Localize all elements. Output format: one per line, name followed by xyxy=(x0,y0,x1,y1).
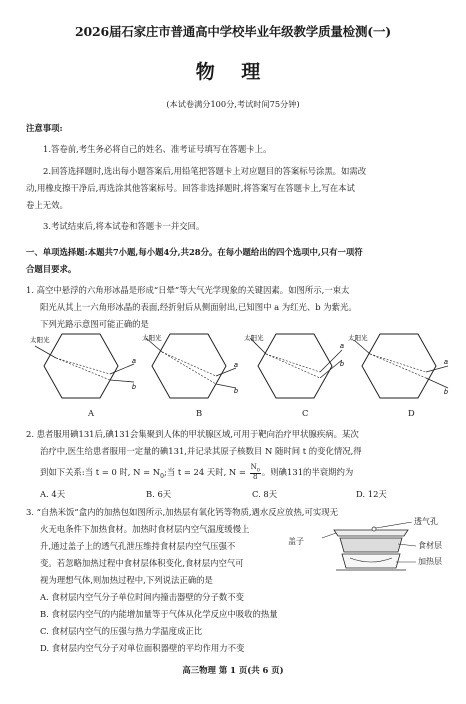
ray-b-label: b xyxy=(132,384,136,391)
fraction-denominator: 8 xyxy=(253,473,258,482)
n0-subscript: 0 xyxy=(160,472,164,480)
vent-hole-shape xyxy=(372,527,376,531)
q1-option-a: A xyxy=(88,408,95,418)
subject-title: 物 理 xyxy=(195,61,271,83)
food-layer-shape xyxy=(340,538,402,552)
exam-note: (本试卷满分100分,考试时间75分钟) xyxy=(166,99,300,109)
ray-b-label: b xyxy=(340,361,344,368)
q2-line-3 xyxy=(40,464,353,481)
heating-box-diagram xyxy=(312,522,462,580)
section-heading-line-1: 一、单项选择题:本题共7小题,每小题4分,共28分。在每小题给出的四个选项中,只有一项符 xyxy=(26,247,363,257)
q2-option-b: B. 6天 xyxy=(146,489,172,499)
fraction-numerator-subscript: 0 xyxy=(256,467,260,474)
q3-line-3: 升,通过盖子上的透气孔泄压维持食材层内空气压强不 xyxy=(40,541,236,551)
q1-line-2: 阳光从其上一六角形冰晶的表面,经折射后从侧面射出,已知图中 a 为红光、b 为紫光。 xyxy=(40,302,357,312)
sun-label: 太阳光 xyxy=(348,335,368,342)
notice-line-1: 1.答卷前,考生务必将自己的姓名、准考证号填写在答题卡上。 xyxy=(43,144,272,154)
q2-line-3-part-3: 。则碘131的半衰期约为 xyxy=(261,467,354,478)
section-heading-line-2: 合题目要求。 xyxy=(26,264,77,274)
heating-layer-label: 加热层 xyxy=(418,557,442,566)
option-a-diagram xyxy=(30,334,136,398)
q3-line-1: 3. “自热米饭”盒内的加热包如图所示,加热层有氧化钙等物质,遇水反应放热,可实现无 xyxy=(26,507,338,517)
sun-label: 太阳光 xyxy=(244,335,264,342)
q1-option-b: B xyxy=(196,408,203,418)
q3-line-5: 视为理想气体,则加热过程中,下列说法正确的是 xyxy=(40,575,213,585)
q2-line-3-part-2: ;当 t = 24 天时, N = xyxy=(163,467,246,478)
notice-heading: 注意事项: xyxy=(26,123,63,133)
q3-line-2: 火无电条件下加热食材。加热时食材层内空气温度缓慢上 xyxy=(40,524,250,534)
sun-label: 太阳光 xyxy=(30,337,50,344)
q3-option-c: C. 食材层内空气的压强与热力学温度成正比 xyxy=(40,626,203,636)
option-b-diagram xyxy=(142,333,238,398)
q2-line-3-part-1: 到如下关系:当 t = 0 时, N = N xyxy=(40,467,161,478)
option-d-diagram xyxy=(348,333,448,398)
q2-line-1: 2. 患者服用碘131后,碘131会集聚到人体的甲状腺区域,可用于靶向治疗甲状腺疾病。某次 xyxy=(26,429,359,439)
q2-option-d: D. 12天 xyxy=(356,489,387,499)
heating-layer-shape xyxy=(342,554,400,568)
ray-a-label: a xyxy=(340,343,344,350)
q1-diagram xyxy=(30,330,450,405)
q3-line-4: 变。若忽略加热过程中食材层体积变化,食材层内空气可 xyxy=(40,558,244,568)
q1-line-1: 1. 高空中悬浮的六角形冰晶是形成“日晕”等大气光学现象的关键因素。如图所示,一束太 xyxy=(26,285,350,295)
q2-option-c: C. 8天 xyxy=(252,489,278,499)
q1-option-d: D xyxy=(408,408,415,418)
q3-option-a: A. 食材层内空气分子单位时间内撞击器壁的分子数不变 xyxy=(40,592,244,602)
q2-option-a: A. 4天 xyxy=(40,489,66,499)
ray-b-label: b xyxy=(234,388,238,395)
q1-option-c: C xyxy=(302,408,309,418)
option-c-diagram xyxy=(244,333,344,398)
ray-a-label: a xyxy=(132,358,136,365)
ray-b-label: b xyxy=(444,389,448,396)
sun-label: 太阳光 xyxy=(142,335,162,342)
q1-line-3: 下列光路示意图可能正确的是 xyxy=(40,319,149,329)
ray-a-label: a xyxy=(234,362,238,369)
food-layer-label: 食材层 xyxy=(418,541,442,550)
fraction-numerator-symbol: N xyxy=(250,463,257,471)
notice-line-2a: 2.回答选择题时,选出每小题答案后,用铅笔把答题卡上对应题目的答案标号涂黑。如需改 xyxy=(43,166,367,176)
fraction-n0-over-8 xyxy=(250,464,261,481)
page-footer: 高三物理 第 1 页(共 6 页) xyxy=(182,665,284,675)
lid-label: 盖子 xyxy=(288,537,304,546)
vent-hole-label: 透气孔 xyxy=(414,517,438,526)
exam-title: 2026届石家庄市普通高中学校毕业年级教学质量检测(一) xyxy=(74,24,392,39)
ray-a-label: a xyxy=(444,359,448,366)
q2-line-2: 治疗中,医生给患者服用一定量的碘131,并记录其原子核数目 N 随时间 t 的变化情况,得 xyxy=(40,446,362,456)
notice-line-2b: 动,用橡皮擦干净后,再选涂其他答案标号。回答非选择题时,将答案写在答题卡上,写在本试 xyxy=(26,183,355,193)
lid-shape xyxy=(334,530,408,536)
notice-line-3: 3.考试结束后,将本试卷和答题卡一并交回。 xyxy=(43,221,205,231)
q3-option-d: D. 食材层内空气分子对单位面积器壁的平均作用力不变 xyxy=(40,643,245,653)
notice-line-2c: 卷上无效。 xyxy=(26,200,68,210)
q3-option-b: B. 食材层内空气的内能增加量等于气体从化学反应中吸收的热量 xyxy=(40,609,278,619)
